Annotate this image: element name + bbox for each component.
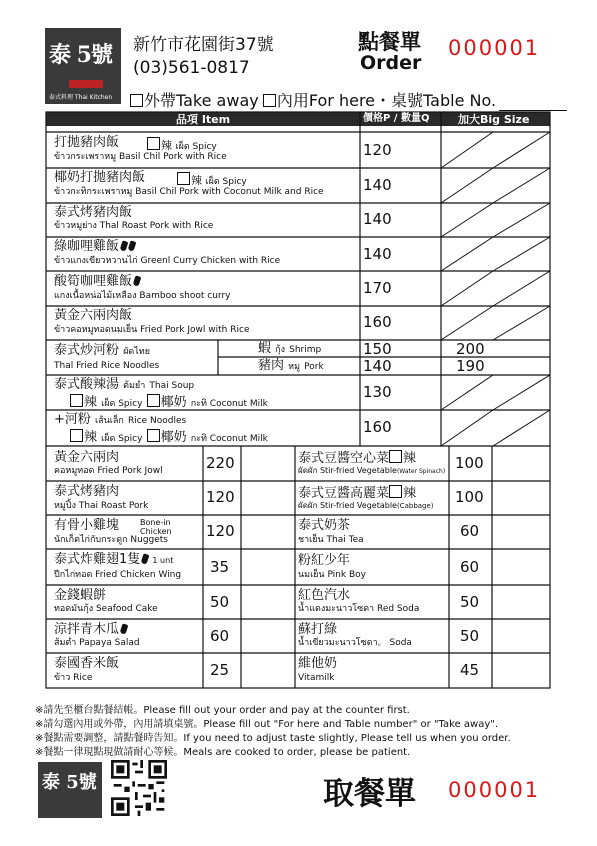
item-subtitle: ข้าวคอหมูทอดนมเย็น Fried Pork Jowl with Rice	[54, 325, 250, 335]
item-price: 120	[206, 522, 235, 540]
item-subtitle: ปีกไก่ทอด Fried Chicken Wing	[54, 570, 182, 580]
note-line: ※請勾選內用或外帶，內用請填桌號。Please fill out "For here and Table number" or "Take away".	[35, 719, 499, 730]
logo-text: 泰 5號	[49, 42, 112, 68]
item-price: 100	[455, 488, 484, 506]
col-header-price: 價格P / 數量Q	[363, 113, 430, 124]
item-price: 160	[363, 418, 392, 436]
table-no-label: ・桌號Table No.	[375, 91, 497, 110]
logo-text: 泰 5號	[42, 772, 97, 793]
item-subtitle: ข้าวกะทิกระเพราหมู Basil Chil Pork with Coconut Milk and Rice	[54, 187, 324, 197]
item-name: 紅色汽水	[298, 588, 351, 603]
item-name: 黃金六兩肉	[54, 450, 120, 465]
item-subtitle: หมูปิ้ง Thai Roast Pork	[54, 501, 149, 511]
item-price: 50	[460, 593, 480, 611]
item-name: 酸筍咖哩雞飯	[54, 275, 140, 288]
item-price: 45	[460, 661, 480, 679]
item-name: 黃金六兩肉飯	[54, 308, 133, 323]
chili-icon	[141, 553, 150, 564]
big-price: 200	[456, 340, 485, 358]
item-price: 50	[210, 593, 230, 611]
item-price: 60	[210, 627, 230, 645]
item-subtitle: นักเก็ตไก่กับกระดูก Nuggets	[54, 535, 168, 545]
item-price: 60	[460, 522, 480, 540]
item-name: 有骨小雞塊	[54, 518, 120, 533]
phone: (03)561-0817	[133, 58, 250, 78]
item-price: 220	[206, 454, 235, 472]
big-price: 190	[456, 357, 485, 375]
item-name: 泰式豆醬高麗菜 辣	[298, 486, 417, 501]
item-price: 140	[363, 245, 392, 263]
item-name: 蘇打綠	[298, 622, 338, 637]
notes	[35, 704, 511, 760]
item-subtitle: ผัดผัก Stir-fried Vegetable(Cabbage)	[298, 501, 434, 510]
spicy-option: 辣 เผ็ด Spicy	[177, 172, 247, 187]
item-price: 120	[363, 141, 392, 159]
item-subtitle: นมเย็น Pink Boy	[298, 570, 366, 580]
col-header-big: 加大Big Size	[458, 113, 530, 126]
item-name: 打拋豬肉飯	[54, 135, 120, 150]
item-price: 100	[455, 454, 484, 472]
item-name: 泰式奶茶	[298, 518, 351, 533]
item-subtitle: น้ำแดงมะนาวโซดา Red Soda	[298, 604, 420, 614]
item-subtitle: ส้มตำ Papaya Salad	[54, 638, 140, 648]
item-name: 泰式烤豬肉	[54, 484, 120, 499]
item-price: 150	[363, 340, 392, 358]
note-line: ※餐點需要調整，請點餐時告知。If you need to adjust taste slightly, Please tell us when you order.	[35, 733, 511, 744]
order-number: 000001	[448, 36, 541, 60]
item-name: 泰式豆醬空心菜 辣	[298, 451, 417, 466]
pickup-title: 取餐單	[323, 776, 416, 812]
item-name: 泰式烤豬肉飯	[54, 205, 133, 220]
item-name: 泰式酸辣湯 ต้มยำ Thai Soup	[54, 377, 195, 392]
item-subtitle: ข้าว Rice	[54, 673, 93, 683]
item-price: 130	[363, 383, 392, 401]
chili-icon	[120, 240, 129, 251]
item-price: 50	[460, 627, 480, 645]
item-price: 170	[363, 279, 392, 297]
item-subtitle: Thal Fried Rice Noodles	[54, 361, 160, 371]
forhere-label: 內用For here	[276, 91, 376, 110]
pickup-number: 000001	[448, 778, 541, 802]
item-price: 140	[363, 210, 392, 228]
spicy-checkbox[interactable]	[70, 394, 83, 407]
col-header-item: 品項 Item	[176, 113, 231, 126]
item-price: 60	[460, 558, 480, 576]
item-extra: Bone-in Chicken	[140, 518, 172, 536]
spicy-checkbox[interactable]	[70, 429, 83, 442]
noodle-options: 辣 เผ็ด Spicy 椰奶 กะทิ Coconut Milk	[70, 429, 268, 444]
order-title-en: Order	[360, 52, 422, 74]
item-name: 涼拌青木瓜	[54, 623, 127, 636]
spicy-checkbox[interactable]	[147, 137, 160, 150]
item-price: 160	[363, 313, 392, 331]
item-name: 維他奶	[298, 656, 338, 671]
takeaway-label: 外帶Take away	[144, 91, 259, 110]
item-subtitle: คอหมูทอด Fried Pork Jowl	[54, 466, 163, 476]
qr-code-icon[interactable]	[111, 760, 167, 816]
item-name: 椰奶打拋豬肉飯	[54, 170, 146, 185]
item-price: 120	[206, 488, 235, 506]
coconut-checkbox[interactable]	[147, 429, 160, 442]
item-subtitle: ข้าวหมูย่าง Thal Roast Pork with Rice	[54, 221, 214, 231]
spicy-checkbox[interactable]	[177, 172, 190, 185]
note-line: ※餐點一律現點現做請耐心等候。Meals are cooked to order, please be patient.	[35, 747, 411, 758]
note-line: ※請先至櫃台點餐結帳。Please fill out your order and pay at the counter first.	[35, 705, 410, 716]
item-subtitle: แกงเนื้อหน่อไม้เหลือง Bamboo shoot curry	[54, 291, 231, 301]
spicy-checkbox[interactable]	[389, 450, 402, 463]
item-subtitle: ทอดมันกุ้ง Seafood Cake	[54, 604, 158, 614]
item-subtitle: ผัดผัก Stir-fried Vegetable(Water Spinach)	[298, 466, 446, 475]
variant-shrimp: 蝦 กุ้ง Shrimp	[258, 341, 322, 356]
item-subtitle: Vitamilk	[298, 673, 335, 683]
item-subtitle: น้ำเขียวมะนาวโซดา。 Soda	[298, 638, 412, 648]
item-subtitle: ข้าวกระเพราหมู Basil Chil Pork with Rice	[54, 152, 227, 162]
address: 新竹市花園街37號	[133, 35, 274, 55]
item-subtitle: ข้าวแกงเขียวหวานไก่ Greenl Curry Chicken with Rice	[54, 256, 281, 266]
spicy-checkbox[interactable]	[389, 485, 402, 498]
item-name: 金錢蝦餅	[54, 588, 107, 603]
item-price: 140	[363, 357, 392, 375]
item-name: 泰式炸雞翅1隻 1 unt	[54, 552, 174, 567]
item-name: 泰國香米飯	[54, 656, 120, 671]
logo-subtitle: 泰式料理 Thai Kitchen	[49, 94, 113, 101]
footer-logo	[38, 762, 102, 818]
item-name: +河粉 เส้นเล็ก Rice Noodles	[54, 412, 187, 427]
item-price: 35	[210, 558, 230, 576]
item-name: 綠咖哩雞飯	[54, 240, 135, 253]
coconut-checkbox[interactable]	[147, 394, 160, 407]
variant-pork: 豬肉 หมู Pork	[258, 358, 324, 373]
item-price: 25	[210, 661, 230, 679]
soup-options: 辣 เผ็ด Spicy 椰奶 กะทิ Coconut Milk	[70, 394, 268, 409]
item-name: 粉紅少年	[298, 553, 351, 568]
item-name: 泰式炒河粉 ผัดไทย	[54, 343, 151, 358]
item-price: 140	[363, 176, 392, 194]
item-subtitle: ชาเย็น Thai Tea	[298, 535, 364, 545]
order-title-zh: 點餐單	[358, 30, 421, 54]
spicy-option: 辣 เผ็ด Spicy	[147, 137, 217, 152]
